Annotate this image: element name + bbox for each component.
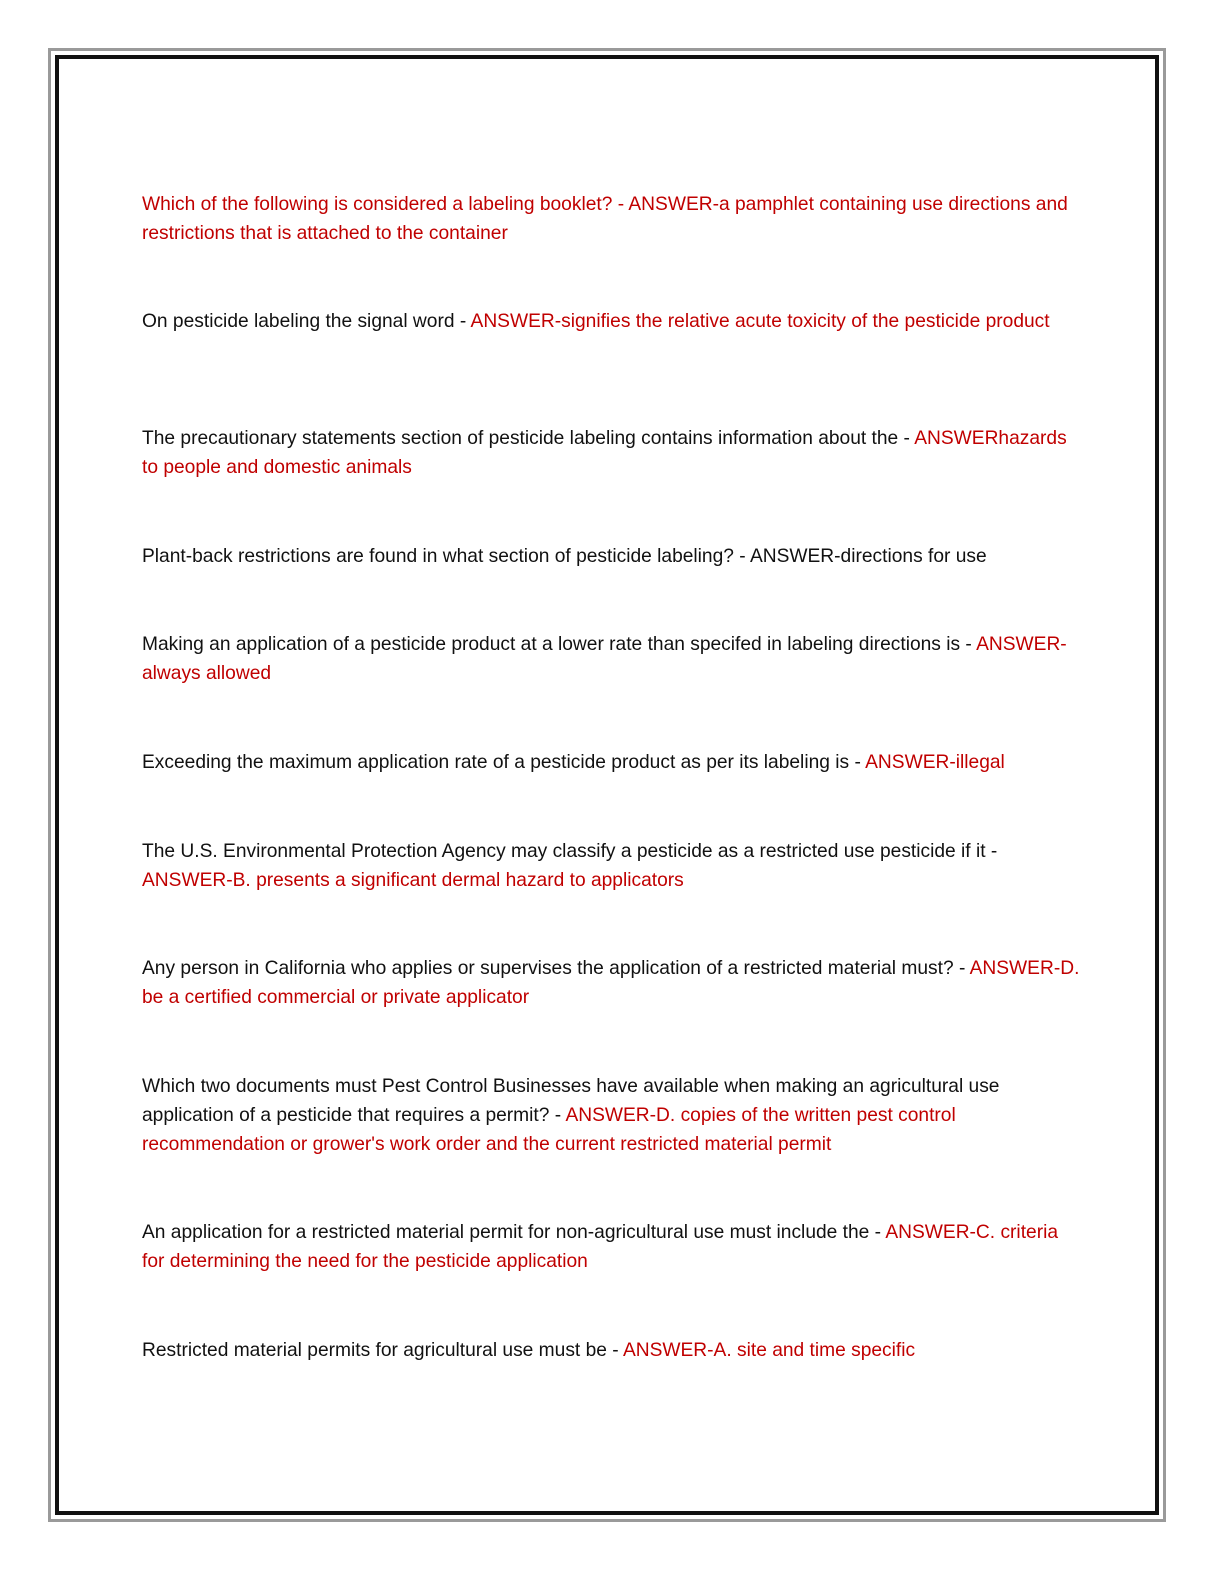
page-frame-inner — [55, 55, 1159, 1515]
qa-item-8 — [142, 954, 1082, 1012]
qa-item-10 — [142, 1218, 1082, 1276]
question-7: The U.S. Environmental Protection Agency may classify a pesticide as a restricted use pesticide if it - — [142, 841, 998, 862]
answer-6: ANSWER-illegal — [865, 752, 1005, 773]
answer-8: ANSWER-D. be a certified commercial or private applicator — [142, 958, 1080, 1008]
qa-item-1 — [142, 190, 1082, 248]
qa-item-2 — [142, 307, 1082, 336]
question-6: Exceeding the maximum application rate of a pesticide product as per its labeling is - — [142, 752, 866, 773]
question-4: Plant-back restrictions are found in what section of pesticide labeling? - ANSWER-directions for use — [142, 546, 987, 567]
answer-2: ANSWER-signifies the relative acute toxicity of the pesticide product — [470, 311, 1050, 332]
qa-item-11 — [142, 1336, 1082, 1365]
question-9: Which two documents must Pest Control Businesses have available when making an agricultural use application of a pesticide that requires a permit? - — [142, 1076, 1000, 1126]
question-10: An application for a restricted material permit for non-agricultural use must include the - — [142, 1222, 886, 1243]
answer-1: ANSWER-a pamphlet containing use directions and restrictions that is attached to the container — [142, 194, 1068, 244]
answer-9: ANSWER-D. copies of the written pest control recommendation or grower's work order and the current restricted material permit — [142, 1105, 956, 1155]
question-5: Making an application of a pesticide product at a lower rate than specifed in labeling directions is - — [142, 634, 977, 655]
question-1: Which of the following is considered a labeling booklet? - — [142, 194, 629, 215]
qa-item-6 — [142, 748, 1082, 777]
answer-10: ANSWER-C. criteria for determining the need for the pesticide application — [142, 1222, 1059, 1272]
answer-3: ANSWERhazards to people and domestic animals — [142, 428, 1067, 478]
answer-7: ANSWER-B. presents a significant dermal hazard to applicators — [142, 870, 684, 891]
answer-11: ANSWER-A. site and time specific — [622, 1340, 916, 1361]
qa-item-4 — [142, 542, 1082, 571]
question-2: On pesticide labeling the signal word - — [142, 311, 471, 332]
qa-item-9 — [142, 1072, 1082, 1159]
question-8: Any person in California who applies or supervises the application of a restricted material must? - — [142, 958, 970, 979]
qa-item-5 — [142, 630, 1082, 688]
answer-5: ANSWER-always allowed — [142, 634, 1067, 684]
question-11: Restricted material permits for agricultural use must be - — [142, 1340, 623, 1361]
qa-item-7 — [142, 837, 1082, 895]
qa-item-3 — [142, 424, 1082, 482]
question-3: The precautionary statements section of pesticide labeling contains information about the - — [142, 428, 915, 449]
